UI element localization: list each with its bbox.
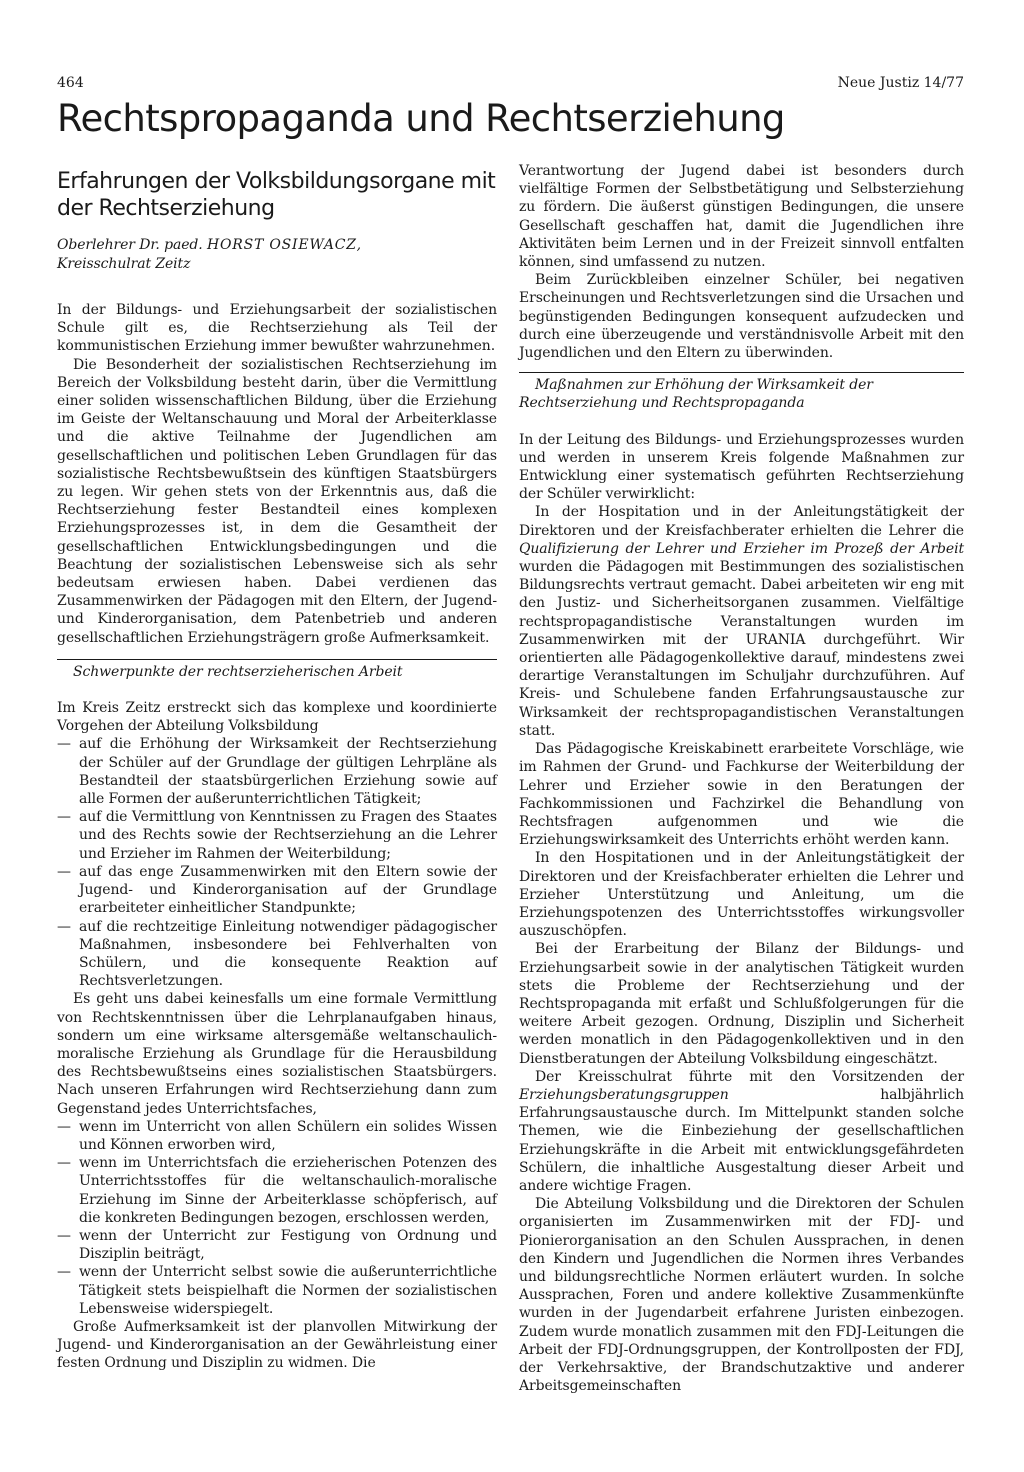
emphasis-text: Erziehungsberatungsgruppen xyxy=(519,1086,729,1103)
right-paragraph-9: Die Abteilung Volksbildung und die Direktoren der Schulen organisierten im Zusammenwirken mit der FDJ- und Pionierorganisation an den Schulen Aussprachen, in denen den Kindern und Jugendlichen die Normen ihres Verbandes und bildungsrechtliche Normen erläutert wurden. In solche Aussprachen, Foren und andere kollektive Zusammenkünfte wurden in der Jugendarbeit erfahrene Juristen einbezogen. Zudem wurde monatlich zusammen mit den FDJ-Leitungen die Arbeit der FDJ-Ordnungsgruppen, der Kontrollposten der FDJ, der Verkehrsaktive, der Brandschutzaktive und anderer Arbeitsgemeinschaften xyxy=(519,1196,964,1395)
right-paragraph-1: Verantwortung der Jugend dabei ist besonders durch vielfältige Formen der Selbstbetätigung und Selbsterziehung zu fördern. Die äußerst günstigen Bedingungen, die unsere Gesellschaft geschaffen hat, damit die Jugendlichen ihre Aktivitäten beim Lernen und in der Freizeit sinnvoll entfalten können, sind umfassend zu nutzen. xyxy=(519,163,964,271)
focus-list xyxy=(57,735,497,990)
author-block xyxy=(57,236,497,273)
list-item: — auf die rechtzeitige Einleitung notwendiger pädagogischer Maßnahmen, insbesondere bei Fehlverhalten von Schülern, und die konsequente Reaktion auf Rechtsverletzungen. xyxy=(57,918,497,991)
section1-paragraph-3: Große Aufmerksamkeit ist der planvollen Mitwirkung der Jugend- und Kinderorganisation an der Gewährleistung einer festen Ordnung und Disziplin zu widmen. Die xyxy=(57,1318,497,1372)
author-prefix: Oberlehrer Dr. paed. xyxy=(57,237,203,253)
right-paragraph-2: Beim Zurückbleiben einzelner Schüler, bei negativen Erscheinungen und Rechtsverletzungen sind die Ursachen und begünstigenden Bedingungen konsequent aufzudecken und durch eine überzeugende und verständnisvolle Arbeit mit den Jugendlichen und den Eltern zu überwinden. xyxy=(519,272,964,362)
right-paragraph-3: In der Leitung des Bildungs- und Erziehungsprozesses wurden und werden in unserem Kreis folgende Maßnahmen zur Entwicklung einer systematisch geführten Rechtserziehung der Schüler verwirklicht: xyxy=(519,431,964,503)
emphasis-text: Qualifizierung der Lehrer und Erzieher im Prozeß der Arbeit xyxy=(519,540,964,557)
left-column xyxy=(57,162,497,1373)
section1-paragraph-2: Es geht uns dabei keinesfalls um eine formale Vermittlung von Rechtskenntnissen über die Lehrplanaufgaben hinaus, sondern um eine wirksame altersgemäße weltanschaulich-moralische Erziehung als Grundlage für die Herausbildung des Rechtsbewußtseins eines sozialistischen Staatsbürgers. Nach unseren Erfahrungen wird Rechtserziehung dann zum Gegenstand jedes Unterrichtsfaches, xyxy=(57,991,497,1117)
page-title: Rechtspropaganda und Rechtserziehung xyxy=(57,97,785,140)
section-title-2: Maßnahmen zur Erhöhung der Wirksamkeit der Rechtserziehung und Rechtspropaganda xyxy=(519,377,873,412)
list-item: — auf die Vermittlung von Kenntnissen zu Fragen des Staates und des Rechts sowie der Rechtserziehung an die Lehrer und Erzieher im Rahmen der Weiterbildung; xyxy=(57,808,497,863)
journal-issue: Neue Justiz 14/77 xyxy=(837,75,964,91)
author-name: HORST OSIEWACZ, xyxy=(206,237,362,253)
right-paragraph-5: Das Pädagogische Kreiskabinett erarbeitete Vorschläge, wie im Rahmen der Grund- und Fachkurse der Weiterbildung der Lehrer und Erzieher sowie in den Beratungen der Fachkommissionen und Fachzirkel die Behandlung von Rechtsfragen aufgenommen und wie die Erziehungswirksamkeit des Unterrichts erhöht werden kann. xyxy=(519,741,964,849)
section-heading-2 xyxy=(519,372,964,412)
right-paragraph-7: Bei der Erarbeitung der Bilanz der Bildungs- und Erziehungsarbeit sowie in der analytischen Tätigkeit wurden stets die Probleme der Rechtserziehung und der Rechtspropaganda mit erfaßt und Schlußfolgerungen für die weitere Arbeit gezogen. Ordnung, Disziplin und Sicherheit werden monatlich in den Pädagogenkollektiven und in den Dienstberatungen der Abteilung Volksbildung eingeschätzt. xyxy=(519,941,964,1067)
author-role: Kreisschulrat Zeitz xyxy=(57,255,191,272)
list-item: — auf das enge Zusammenwirken mit den Eltern sowie der Jugend- und Kinderorganisation auf der Grundlage erarbeiteter einheitlicher Standpunkte; xyxy=(57,863,497,918)
section-title-1: Schwerpunkte der rechtserzieherischen Arbeit xyxy=(73,663,403,680)
intro-paragraph-2: Die Besonderheit der sozialistischen Rechtserziehung im Bereich der Volksbildung besteht darin, über die Vermittlung einer soliden wissenschaftlichen Bildung, über die Erziehung im Geiste der Weltanschauung und Moral der Arbeiterklasse und die aktive Teilnahme der Jugendlichen am gesellschaftlichen und politischen Leben Grundlagen für das sozialistische Rechtsbewußtsein des künftigen Staatsbürgers zu legen. Wir gehen stets von der Erkenntnis aus, daß die Rechtserziehung fester Bestandteil eines komplexen Erziehungsprozesses ist, in dem die Gesamtheit der gesellschaftlichen Entwicklungsbedingungen und die Beachtung der sozialistischen Lebensweise sich als sehr bedeutsam erwiesen haben. Dabei verdienen das Zusammenwirken der Pädagogen mit den Eltern, der Jugend- und Kinderorganisation, dem Patenbetrieb und anderen gesellschaftlichen Erziehungsträgern große Aufmerksamkeit. xyxy=(57,356,497,646)
right-paragraph-6: In den Hospitationen und in der Anleitungstätigkeit der Direktoren und der Kreisfachberater erhielten die Lehrer und Erzieher Unterstützung und Anleitung, um die Erziehungspotenzen des Unterrichtsstoffes wirkungsvoller auszuschöpfen. xyxy=(519,850,964,940)
list-item: — wenn der Unterricht selbst sowie die außerunterrichtliche Tätigkeit stets beispielhaft die Normen der sozialistischen Lebensweise widerspiegelt. xyxy=(57,1263,497,1318)
right-paragraph-8: Der Kreisschulrat führte mit den Vorsitzenden der Erziehungsberatungsgruppen halbjährlich Erfahrungsaustausche durch. Im Mittelpunkt standen solche Themen, wie die Einbeziehung der gesellschaftlichen Erziehungskräfte in die Arbeit mit entwicklungsgefährdeten Schülern, die inhaltliche Ausgestaltung dieser Arbeit und andere wichtige Fragen. xyxy=(519,1068,964,1194)
right-paragraph-4: In der Hospitation und in der Anleitungstätigkeit der Direktoren und der Kreisfachberater erhielten die Lehrer die Qualifizierung der Lehrer und Erzieher im Prozeß der Arbeit wurden die Pädagogen mit Bestimmungen des sozialistischen Bildungsrechts vertraut gemacht. Dabei arbeiteten wir eng mit den Justiz- und Sicherheitsorganen zusammen. Vielfältige rechtspropagandistische Veranstaltungen wurden im Zusammenwirken mit der URANIA durchgeführt. Wir orientierten alle Pädagogenkollektive darauf, mindestens zwei derartige Veranstaltungen im Schuljahr durchzuführen. Auf Kreis- und Schulebene fanden Erfahrungsaustausche zur Wirksamkeit der rechtspropagandistischen Veranstaltungen statt. xyxy=(519,504,964,739)
page-number: 464 xyxy=(57,75,84,91)
list-item: — auf die Erhöhung der Wirksamkeit der Rechtserziehung der Schüler auf der Grundlage der gültigen Lehrpläne als Bestandteil der staatsbürgerlichen Erziehung sowie auf alle Formen der außerunterrichtlichen Tätigkeit; xyxy=(57,735,497,808)
list-item: — wenn der Unterricht zur Festigung von Ordnung und Disziplin beiträgt, xyxy=(57,1227,497,1263)
list-item: — wenn im Unterricht von allen Schülern ein solides Wissen und Können erworben wird, xyxy=(57,1118,497,1154)
article-title: Erfahrungen der Volksbildungsorgane mit der Rechtserziehung xyxy=(57,169,496,221)
section-heading-1 xyxy=(57,659,497,681)
right-column xyxy=(519,162,964,1395)
intro-paragraph-1: In der Bildungs- und Erziehungsarbeit der sozialistischen Schule gilt es, die Rechtserziehung als Teil der kommunistischen Erziehung immer bewußter wahrzunehmen. xyxy=(57,302,497,355)
conditions-list xyxy=(57,1118,497,1318)
section1-lead: Im Kreis Zeitz erstreckt sich das komplexe und koordinierte Vorgehen der Abteilung Volksbildung xyxy=(57,700,497,735)
list-item: — wenn im Unterrichtsfach die erzieherischen Potenzen des Unterrichtsstoffes für die weltanschaulich-moralische Erziehung im Sinne der Arbeiterklasse schöpferisch, auf die konkreten Bedingungen bezogen, erschlossen werden, xyxy=(57,1154,497,1227)
